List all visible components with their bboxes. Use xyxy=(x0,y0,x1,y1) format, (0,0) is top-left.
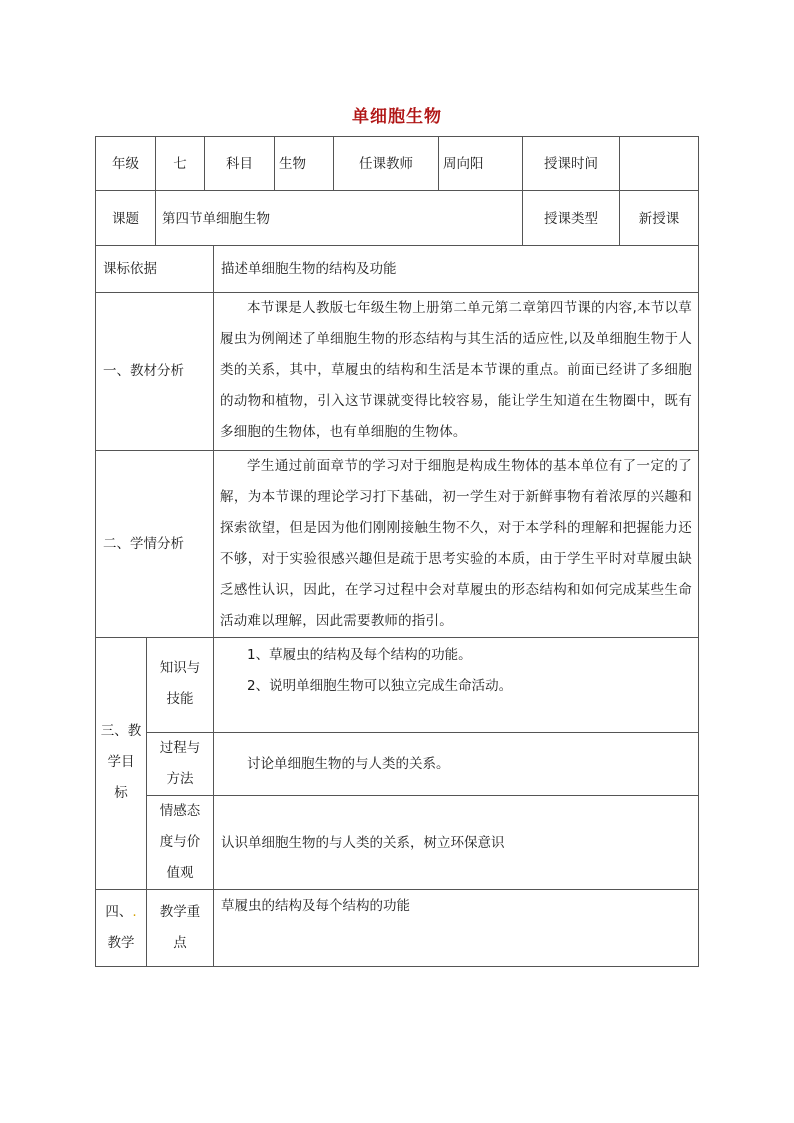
page-title: 单细胞生物 xyxy=(352,107,442,127)
col-line xyxy=(95,136,96,967)
knowledge-label-line: 知识与 xyxy=(159,660,201,676)
grade-value: 七 xyxy=(173,156,187,172)
type-value: 新授课 xyxy=(638,211,680,227)
grade-label: 年级 xyxy=(112,156,139,172)
col-line xyxy=(274,136,275,190)
key-text: 草履虫的结构及每个结构的功能 xyxy=(221,898,410,914)
row-line xyxy=(95,966,699,967)
subject-label: 科目 xyxy=(226,156,253,172)
process-label xyxy=(147,733,213,795)
col-line xyxy=(698,136,699,967)
process-label-line: 方法 xyxy=(166,771,194,787)
col-line xyxy=(522,136,523,245)
goals-label-line: 标 xyxy=(114,785,128,801)
textbook-label: 一、教材分析 xyxy=(103,363,184,379)
row-line xyxy=(95,136,699,137)
row-line xyxy=(95,889,699,890)
topic-value: 第四节单细胞生物 xyxy=(162,211,270,227)
emotion-label-line: 度与价 xyxy=(159,834,201,850)
students-label: 二、学情分析 xyxy=(103,536,184,552)
row-line xyxy=(146,732,699,733)
key-label-line xyxy=(96,897,146,928)
standard-label: 课标依据 xyxy=(103,261,157,277)
knowledge-item: 2、说明单细胞生物可以独立完成生命活动。 xyxy=(247,678,513,694)
goals-label xyxy=(96,716,146,809)
emotion-label xyxy=(147,796,213,889)
col-line xyxy=(619,136,620,245)
key-sub-label xyxy=(147,897,213,959)
emotion-label-line: 情感态 xyxy=(159,803,201,819)
goals-label-line: 学目 xyxy=(107,754,135,770)
topic-label: 课题 xyxy=(112,211,139,227)
standard-value: 描述单细胞生物的结构及功能 xyxy=(221,261,397,277)
key-label-text: 四、 xyxy=(105,904,133,920)
row-line xyxy=(95,637,699,638)
time-label: 授课时间 xyxy=(544,156,598,172)
process-label-line: 过程与 xyxy=(159,740,201,756)
knowledge-label xyxy=(147,653,213,715)
teacher-label: 任课教师 xyxy=(359,156,413,172)
col-line xyxy=(155,136,156,245)
key-label xyxy=(96,897,146,959)
emotion-text: 认识单细胞生物的与人类的关系，树立环保意识 xyxy=(221,835,505,851)
key-label-dot: . xyxy=(132,904,137,920)
goals-label-line: 三、教 xyxy=(100,723,142,739)
key-label-line: 教学 xyxy=(107,935,135,951)
type-label: 授课类型 xyxy=(544,211,598,227)
teacher-value: 周向阳 xyxy=(443,156,484,172)
knowledge-label-line: 技能 xyxy=(166,691,194,707)
textbook-text: 本节课是人教版七年级生物上册第二单元第二章第四节课的内容,本节以草履虫为例阐述了单细胞生物的形态结构与其生活的适应性,以及单细胞生物于人类的关系，其中，草履虫的结构和生活是本节课的重点。前面已经讲了多细胞的动物和植物，引入这节课就变得比较容易，能让学生知道在生物圈中，既有多细胞的生物体，也有单细胞的生物体。 xyxy=(220,300,692,440)
row-line xyxy=(95,190,699,191)
students-text: 学生通过前面章节的学习对于细胞是构成生物体的基本单位有了一定的了解，为本节课的理论学习打下基础，初一学生对于新鲜事物有着浓厚的兴趣和探索欲望，但是因为他们刚刚接触生物不久，对于本学科的理解和把握能力还不够，对于实验很感兴趣但是疏于思考实验的本质，由于学生平时对草履虫缺乏感性认识，因此，在学习过程中会对草履虫的形态结构和如何完成某些生命活动难以理解，因此需要教师的指引。 xyxy=(220,458,692,629)
row-line xyxy=(146,795,699,796)
knowledge-item: 1、草履虫的结构及每个结构的功能。 xyxy=(247,647,472,663)
emotion-label-line: 值观 xyxy=(166,865,194,881)
key-sub-label-line: 点 xyxy=(173,935,187,951)
subject-value: 生物 xyxy=(279,156,306,172)
key-sub-label-line: 教学重 xyxy=(159,904,201,920)
row-line xyxy=(95,245,699,246)
col-line xyxy=(438,136,439,190)
col-line xyxy=(213,245,214,967)
process-text: 讨论单细胞生物的与人类的关系。 xyxy=(247,756,450,772)
